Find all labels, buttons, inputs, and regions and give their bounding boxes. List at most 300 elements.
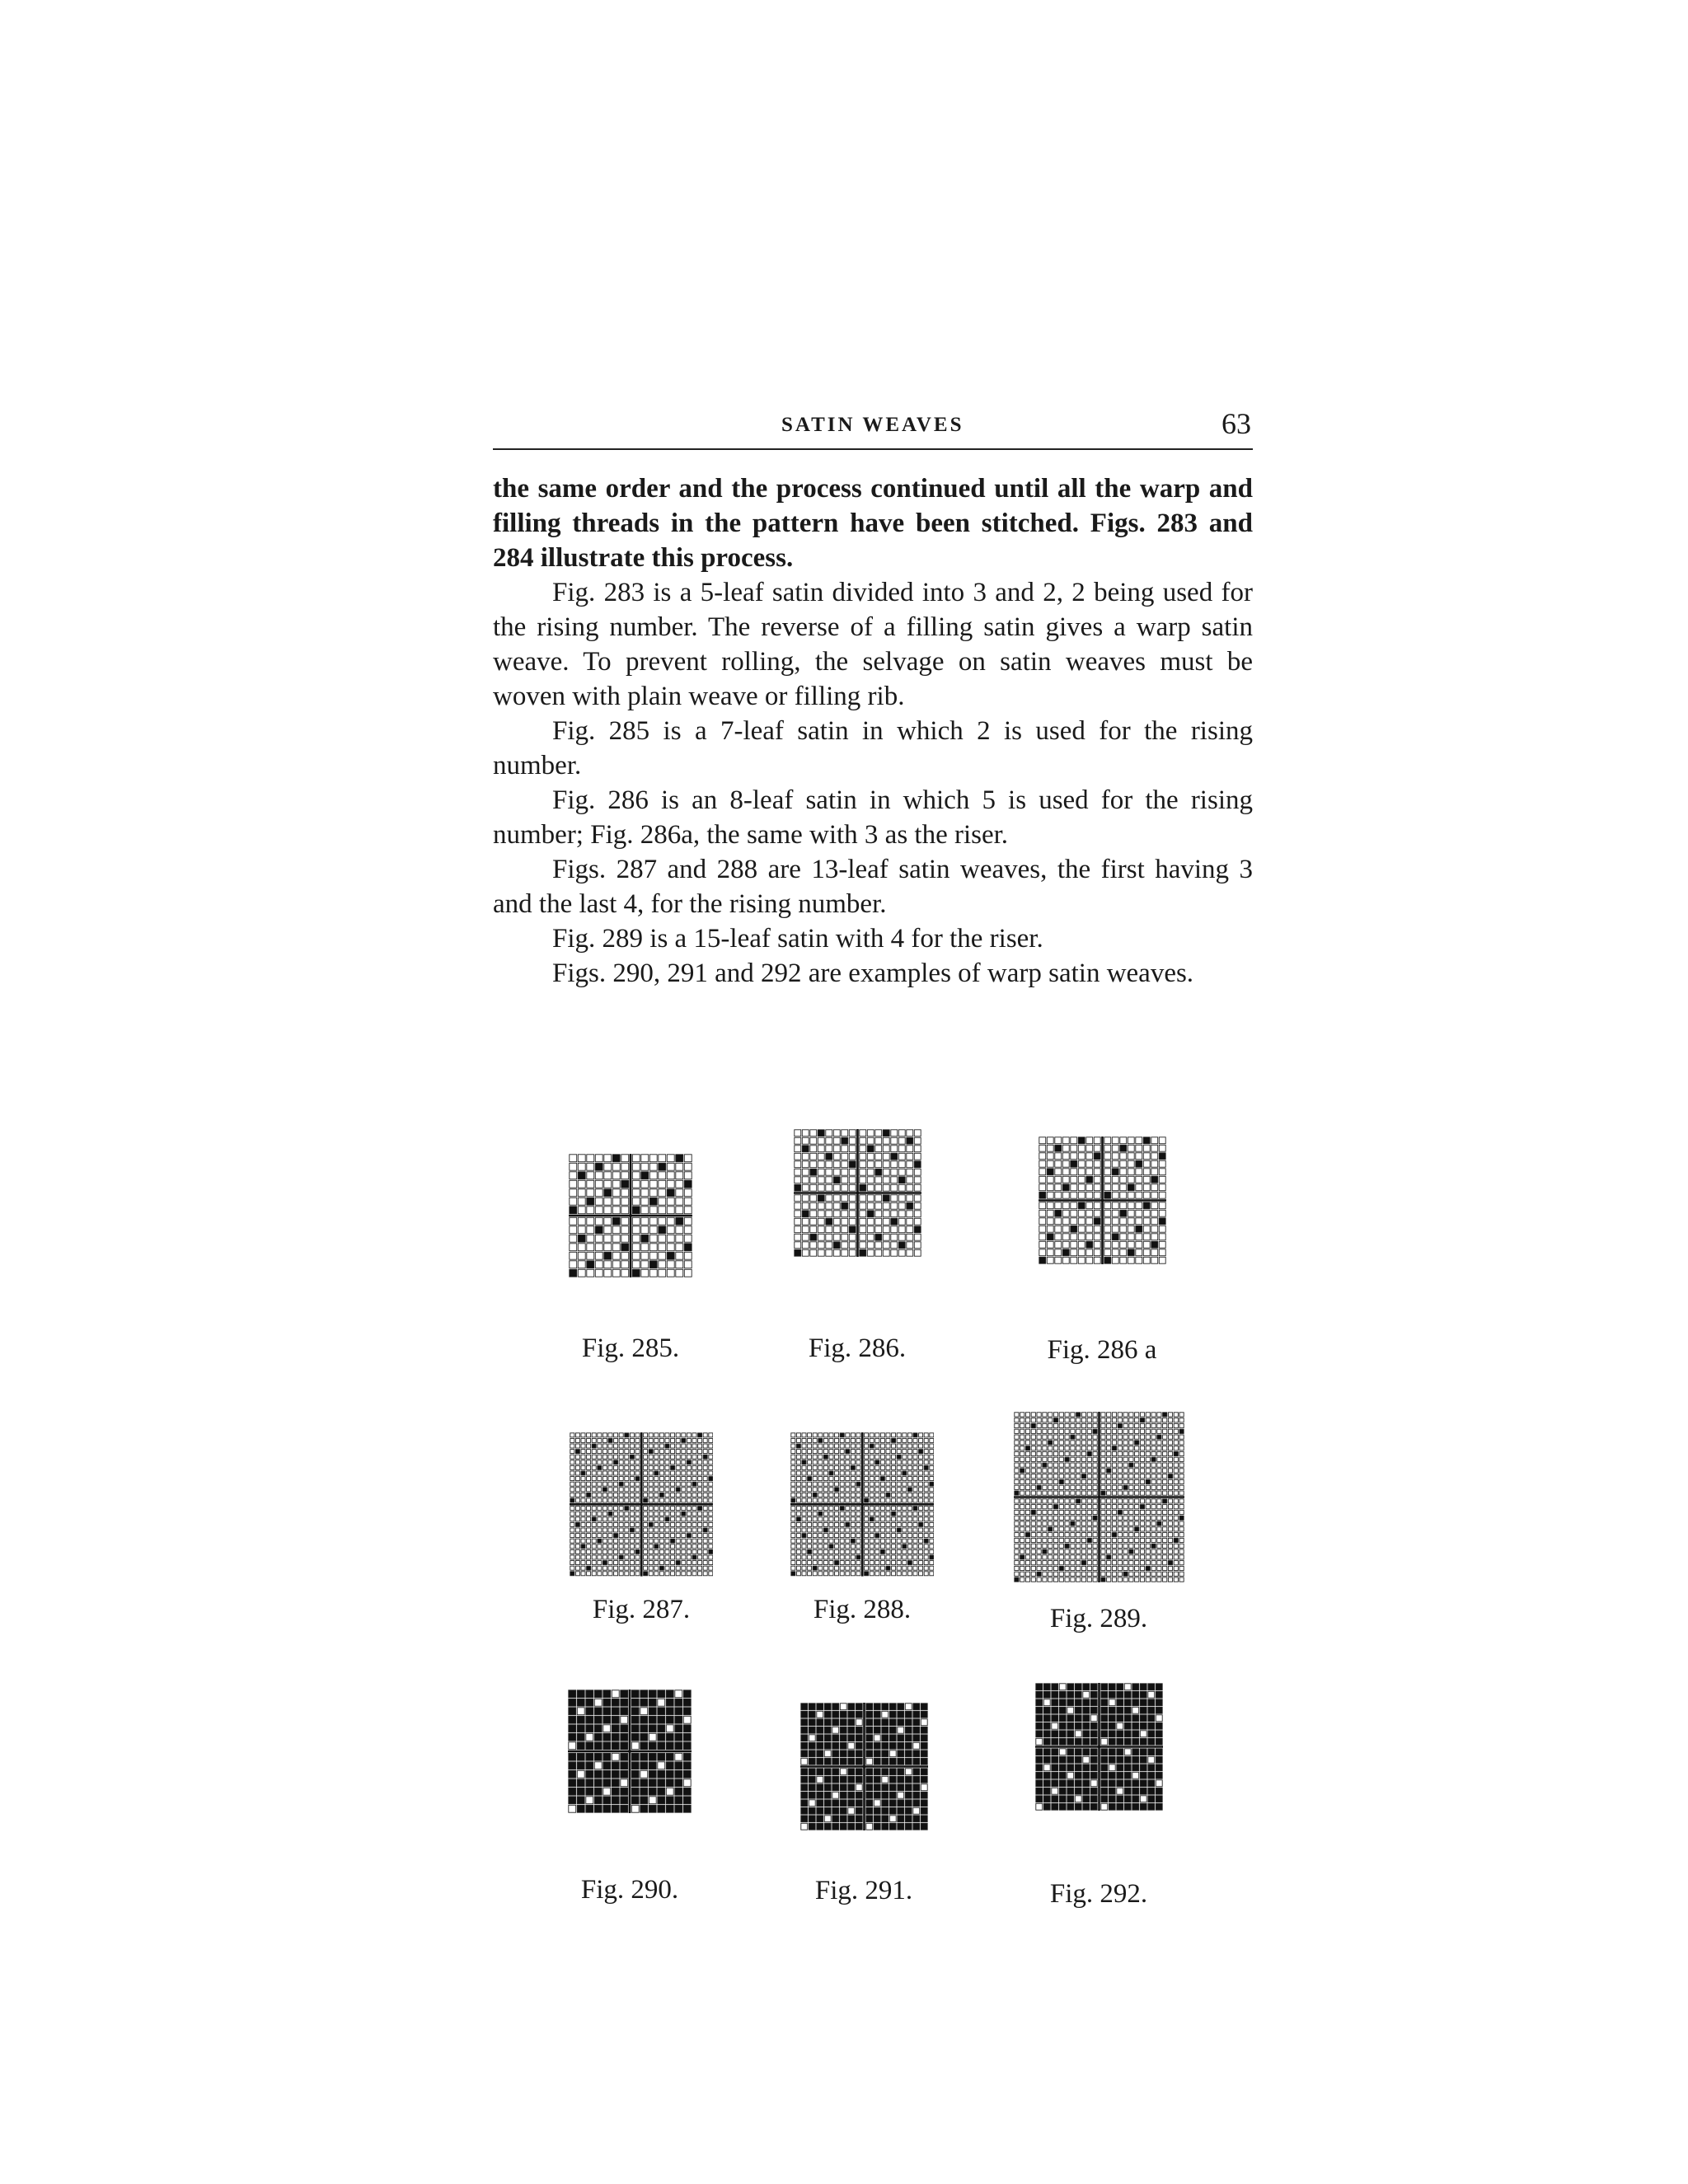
sunk-cell [883,1137,889,1144]
sunk-cell [929,1528,933,1532]
sunk-cell [907,1539,912,1543]
sunk-cell [581,1511,585,1516]
sunk-cell [840,1493,844,1497]
raised-cell [846,1522,850,1526]
sunk-cell [874,1735,880,1741]
raised-cell [1043,1749,1050,1755]
sunk-cell [856,1784,862,1791]
sunk-cell [1048,1423,1052,1427]
sunk-cell [1076,1527,1080,1531]
raised-cell [897,1528,901,1532]
sunk-cell [659,1471,663,1475]
sunk-cell [1168,1446,1172,1451]
raised-cell [635,1549,640,1554]
sunk-cell [1081,1544,1085,1548]
raised-cell [1035,1780,1042,1787]
raised-cell [1059,1772,1066,1779]
sunk-cell [1054,1226,1061,1232]
raised-cell [1059,1722,1066,1729]
sunk-cell [684,1155,692,1162]
raised-cell [912,1711,919,1718]
sunk-cell [1128,1510,1132,1514]
sunk-cell [802,1195,809,1202]
sunk-cell [856,1719,862,1726]
sunk-cell [608,1539,612,1543]
raised-cell [1037,1485,1041,1489]
sunk-cell [667,1269,674,1277]
sunk-cell [1162,1521,1166,1526]
raised-cell [1106,1555,1110,1559]
figure-285 [532,1154,729,1363]
sunk-cell [918,1498,922,1502]
sunk-cell [1070,1469,1074,1473]
sunk-cell [809,1177,816,1183]
raised-cell [929,1482,933,1486]
sunk-cell [643,1534,647,1538]
sunk-cell [676,1566,680,1570]
sunk-cell [851,1498,855,1502]
sunk-cell [570,1244,577,1251]
sunk-cell [813,1477,817,1481]
sunk-cell [1042,1485,1046,1489]
sunk-cell [1037,1441,1041,1445]
sunk-cell [829,1438,833,1442]
raised-cell [1082,1780,1089,1787]
sunk-cell [918,1555,922,1559]
sunk-cell [1078,1226,1085,1232]
raised-cell [675,1725,682,1732]
sunk-cell [649,1444,653,1448]
sunk-cell [692,1438,696,1442]
sunk-cell [1094,1226,1100,1232]
sunk-cell [586,1460,590,1465]
sunk-cell [570,1444,574,1448]
sunk-cell [1119,1234,1126,1240]
sunk-cell [813,1544,817,1549]
sunk-cell [1174,1474,1178,1479]
raised-cell [881,1727,888,1733]
raised-cell [816,1719,823,1726]
sunk-cell [829,1450,833,1454]
sunk-cell [667,1163,674,1170]
sunk-cell [856,1561,860,1565]
sunk-cell [659,1555,663,1559]
raised-cell [856,1776,862,1783]
sunk-cell [667,1155,674,1162]
sunk-cell [1140,1572,1144,1576]
raised-cell [880,1477,884,1481]
sunk-cell [1128,1491,1132,1495]
raised-cell [800,1784,807,1791]
raised-cell [824,1704,831,1710]
raised-cell [1109,1756,1115,1763]
sunk-cell [598,1438,602,1442]
raised-cell [1090,1707,1097,1713]
sunk-cell [1118,1469,1122,1473]
sunk-cell [1093,1561,1097,1565]
raised-cell [1070,1160,1076,1167]
sunk-cell [1025,1561,1029,1565]
sunk-cell [834,1465,838,1469]
raised-cell [1085,1176,1092,1183]
raised-cell [683,1788,691,1795]
sunk-cell [1020,1429,1024,1433]
raised-cell [847,1704,854,1710]
raised-cell [1043,1788,1050,1794]
sunk-cell [829,1561,833,1565]
sunk-cell [619,1507,623,1511]
sunk-cell [834,1493,838,1497]
sunk-cell [890,1130,897,1137]
sunk-cell [684,1235,692,1242]
sunk-cell [603,1465,607,1469]
sunk-cell [1100,1538,1104,1542]
sunk-cell [874,1493,879,1497]
sunk-cell [604,1235,612,1242]
sunk-cell [635,1433,640,1437]
raised-cell [675,1733,682,1741]
sunk-cell [681,1561,685,1565]
raised-cell [881,1792,888,1798]
raised-cell [1156,1435,1160,1439]
raised-cell [1147,1788,1154,1794]
raised-cell [851,1539,855,1543]
raised-cell [592,1517,596,1521]
sunk-cell [630,1534,634,1538]
sunk-cell [807,1561,811,1565]
sunk-cell [1135,1192,1142,1198]
raised-cell [1043,1796,1050,1802]
sunk-cell [708,1460,712,1465]
sunk-cell [1070,1549,1074,1554]
sunk-cell [1070,1474,1074,1479]
raised-cell [675,1716,682,1723]
sunk-cell [1048,1521,1052,1526]
sunk-cell [825,1234,832,1240]
sunk-cell [1146,1469,1150,1473]
sunk-cell [587,1189,594,1197]
sunk-cell [659,1438,663,1442]
sunk-cell [880,1433,884,1437]
raised-cell [586,1779,593,1787]
raised-cell [1109,1749,1115,1755]
sunk-cell [1014,1413,1018,1417]
sunk-cell [1081,1457,1085,1461]
sunk-cell [818,1522,823,1526]
sunk-cell [681,1544,685,1549]
sunk-cell [1087,1474,1091,1479]
sunk-cell [856,1465,860,1469]
sunk-cell [687,1488,691,1492]
sunk-cell [676,1572,680,1576]
sunk-cell [1053,1516,1057,1520]
raised-cell [1090,1731,1097,1737]
sunk-cell [796,1465,800,1469]
sunk-cell [802,1161,809,1168]
sunk-cell [604,1217,612,1225]
sunk-cell [897,1561,901,1565]
sunk-cell [692,1566,696,1570]
sunk-cell [659,1252,666,1259]
sunk-cell [681,1460,685,1465]
raised-cell [889,1727,896,1733]
raised-cell [832,1735,838,1741]
sunk-cell [587,1163,594,1170]
sunk-cell [924,1534,928,1538]
raised-cell [612,1708,619,1715]
sunk-cell [1031,1457,1035,1461]
sunk-cell [891,1544,895,1549]
sunk-cell [1014,1549,1018,1554]
sunk-cell [818,1234,824,1240]
sunk-cell [621,1252,629,1259]
raised-cell [912,1816,919,1822]
sunk-cell [604,1197,612,1205]
sunk-cell [825,1161,832,1168]
sunk-cell [1140,1469,1144,1473]
sunk-cell [1070,1533,1074,1537]
raised-cell [1109,1691,1115,1698]
sunk-cell [654,1522,658,1526]
sunk-cell [581,1528,585,1532]
sunk-cell [1043,1765,1050,1771]
sunk-cell [924,1517,928,1521]
sunk-cell [1087,1457,1091,1461]
sunk-cell [1037,1527,1041,1531]
sunk-cell [846,1534,850,1538]
sunk-cell [898,1195,905,1202]
sunk-cell [874,1561,879,1565]
sunk-cell [1151,1463,1156,1467]
sunk-cell [1087,1441,1091,1445]
raised-cell [1067,1684,1073,1690]
raised-cell [1140,1738,1146,1745]
sunk-cell [621,1716,628,1723]
raised-cell [809,1704,815,1710]
sunk-cell [676,1471,680,1475]
sunk-cell [670,1471,674,1475]
sunk-cell [856,1539,860,1543]
raised-cell [891,1438,895,1442]
raised-cell [1123,1485,1128,1489]
raised-cell [1140,1788,1146,1794]
raised-cell [1093,1516,1097,1520]
sunk-cell [654,1511,658,1516]
sunk-cell [570,1507,574,1511]
raised-cell [802,1146,809,1152]
sunk-cell [800,1758,807,1765]
sunk-cell [918,1471,922,1475]
figure-286 [758,1129,956,1363]
sunk-cell [1151,1527,1156,1531]
sunk-cell [918,1517,922,1521]
sunk-cell [886,1528,890,1532]
raised-cell [859,1184,865,1191]
sunk-cell [1100,1418,1104,1422]
sunk-cell [1100,1485,1104,1489]
raised-cell [1109,1707,1115,1713]
sunk-cell [807,1534,811,1538]
sunk-cell [914,1137,921,1144]
sunk-cell [914,1211,921,1217]
raised-cell [1082,1731,1089,1737]
sunk-cell [907,1522,912,1526]
raised-cell [847,1776,854,1783]
sunk-cell [823,1498,828,1502]
sunk-cell [603,1455,607,1459]
sunk-cell [829,1572,833,1576]
sunk-cell [924,1507,928,1511]
sunk-cell [631,1805,639,1812]
sunk-cell [1179,1463,1184,1467]
raised-cell [1112,1169,1118,1175]
sunk-cell [802,1249,809,1256]
raised-cell [1075,1756,1081,1763]
sunk-cell [697,1455,701,1459]
sunk-cell [1112,1451,1116,1455]
sunk-cell [1070,1210,1076,1216]
sunk-cell [570,1471,574,1475]
raised-cell [840,1735,846,1741]
raised-cell [577,1733,584,1741]
sunk-cell [1135,1153,1142,1160]
raised-cell [1035,1722,1042,1729]
sunk-cell [687,1549,691,1554]
raised-cell [1035,1788,1042,1794]
raised-cell [649,1197,657,1205]
sunk-cell [631,1742,639,1750]
sunk-cell [643,1507,647,1511]
raised-cell [824,1735,831,1741]
raised-cell [1059,1738,1066,1745]
sunk-cell [851,1544,855,1549]
sunk-cell [1162,1527,1166,1531]
sunk-cell [575,1549,579,1554]
sunk-cell [897,1555,901,1559]
sunk-cell [1118,1491,1122,1495]
sunk-cell [608,1493,612,1497]
sunk-cell [587,1252,594,1259]
sunk-cell [1078,1160,1085,1167]
sunk-cell [1039,1249,1045,1256]
sunk-cell [851,1507,855,1511]
figure-caption: Fig. 286. [808,1333,907,1363]
sunk-cell [649,1493,653,1497]
sunk-cell [598,1544,602,1549]
sunk-cell [1151,1249,1157,1256]
sunk-cell [1168,1441,1172,1445]
raised-cell [1147,1796,1154,1802]
raised-cell [586,1770,593,1778]
raised-cell [1075,1707,1081,1713]
sunk-cell [1085,1137,1092,1144]
raised-cell [595,1226,603,1234]
sunk-cell [643,1555,647,1559]
sunk-cell [1053,1572,1057,1576]
raised-cell [856,1704,862,1710]
sunk-cell [1134,1457,1138,1461]
sunk-cell [1179,1474,1184,1479]
raised-cell [1140,1756,1146,1763]
raised-cell [1112,1446,1116,1451]
sunk-cell [1042,1521,1046,1526]
sunk-cell [613,1450,617,1454]
raised-cell [905,1823,912,1830]
raised-cell [1035,1796,1042,1802]
sunk-cell [1078,1153,1085,1160]
sunk-cell [883,1153,889,1160]
sunk-cell [924,1544,928,1549]
raised-cell [867,1146,874,1152]
raised-cell [840,1742,846,1749]
sunk-cell [1031,1491,1035,1495]
sunk-cell [829,1507,833,1511]
sunk-cell [1179,1549,1184,1554]
raised-cell [832,1823,838,1830]
sunk-cell [1174,1555,1178,1559]
raised-cell [640,1788,648,1795]
sunk-cell [613,1572,617,1576]
sunk-cell [829,1555,833,1559]
sunk-cell [1100,1803,1107,1810]
sunk-cell [796,1572,800,1576]
sunk-cell [1081,1549,1085,1554]
sunk-cell [1106,1527,1110,1531]
sunk-cell [1128,1202,1134,1209]
sunk-cell [697,1493,701,1497]
sunk-cell [1119,1241,1126,1248]
raised-cell [621,1805,628,1812]
sunk-cell [818,1555,823,1559]
raised-cell [840,1792,846,1798]
sunk-cell [914,1130,921,1137]
sunk-cell [913,1460,917,1465]
raised-cell [675,1699,682,1706]
raised-cell [612,1217,620,1225]
sunk-cell [1134,1505,1138,1509]
sunk-cell [880,1572,884,1576]
raised-cell [569,1716,576,1723]
sunk-cell [619,1549,623,1554]
raised-cell [1082,1738,1089,1745]
sunk-cell [1128,1169,1134,1175]
sunk-cell [1035,1803,1042,1810]
sunk-cell [703,1493,707,1497]
paragraph: Figs. 287 and 288 are 13-leaf satin weaves, the first having 3 and the last 4, for the rising number. [493,855,1253,919]
raised-cell [1025,1446,1029,1451]
raised-cell [1140,1722,1146,1729]
sunk-cell [1039,1226,1045,1232]
sunk-cell [586,1517,590,1521]
sunk-cell [1143,1210,1150,1216]
sunk-cell [1025,1413,1029,1417]
sunk-cell [570,1455,574,1459]
sunk-cell [880,1460,884,1465]
raised-cell [1051,1691,1057,1698]
sunk-cell [1162,1485,1166,1489]
sunk-cell [676,1189,683,1197]
sunk-cell [643,1438,647,1442]
sunk-cell [1048,1479,1052,1483]
sunk-cell [802,1507,806,1511]
sunk-cell [659,1511,663,1516]
sunk-cell [807,1471,811,1475]
raised-cell [902,1544,906,1549]
sunk-cell [1100,1479,1104,1483]
sunk-cell [619,1477,623,1481]
raised-cell [659,1226,666,1234]
sunk-cell [676,1522,680,1526]
